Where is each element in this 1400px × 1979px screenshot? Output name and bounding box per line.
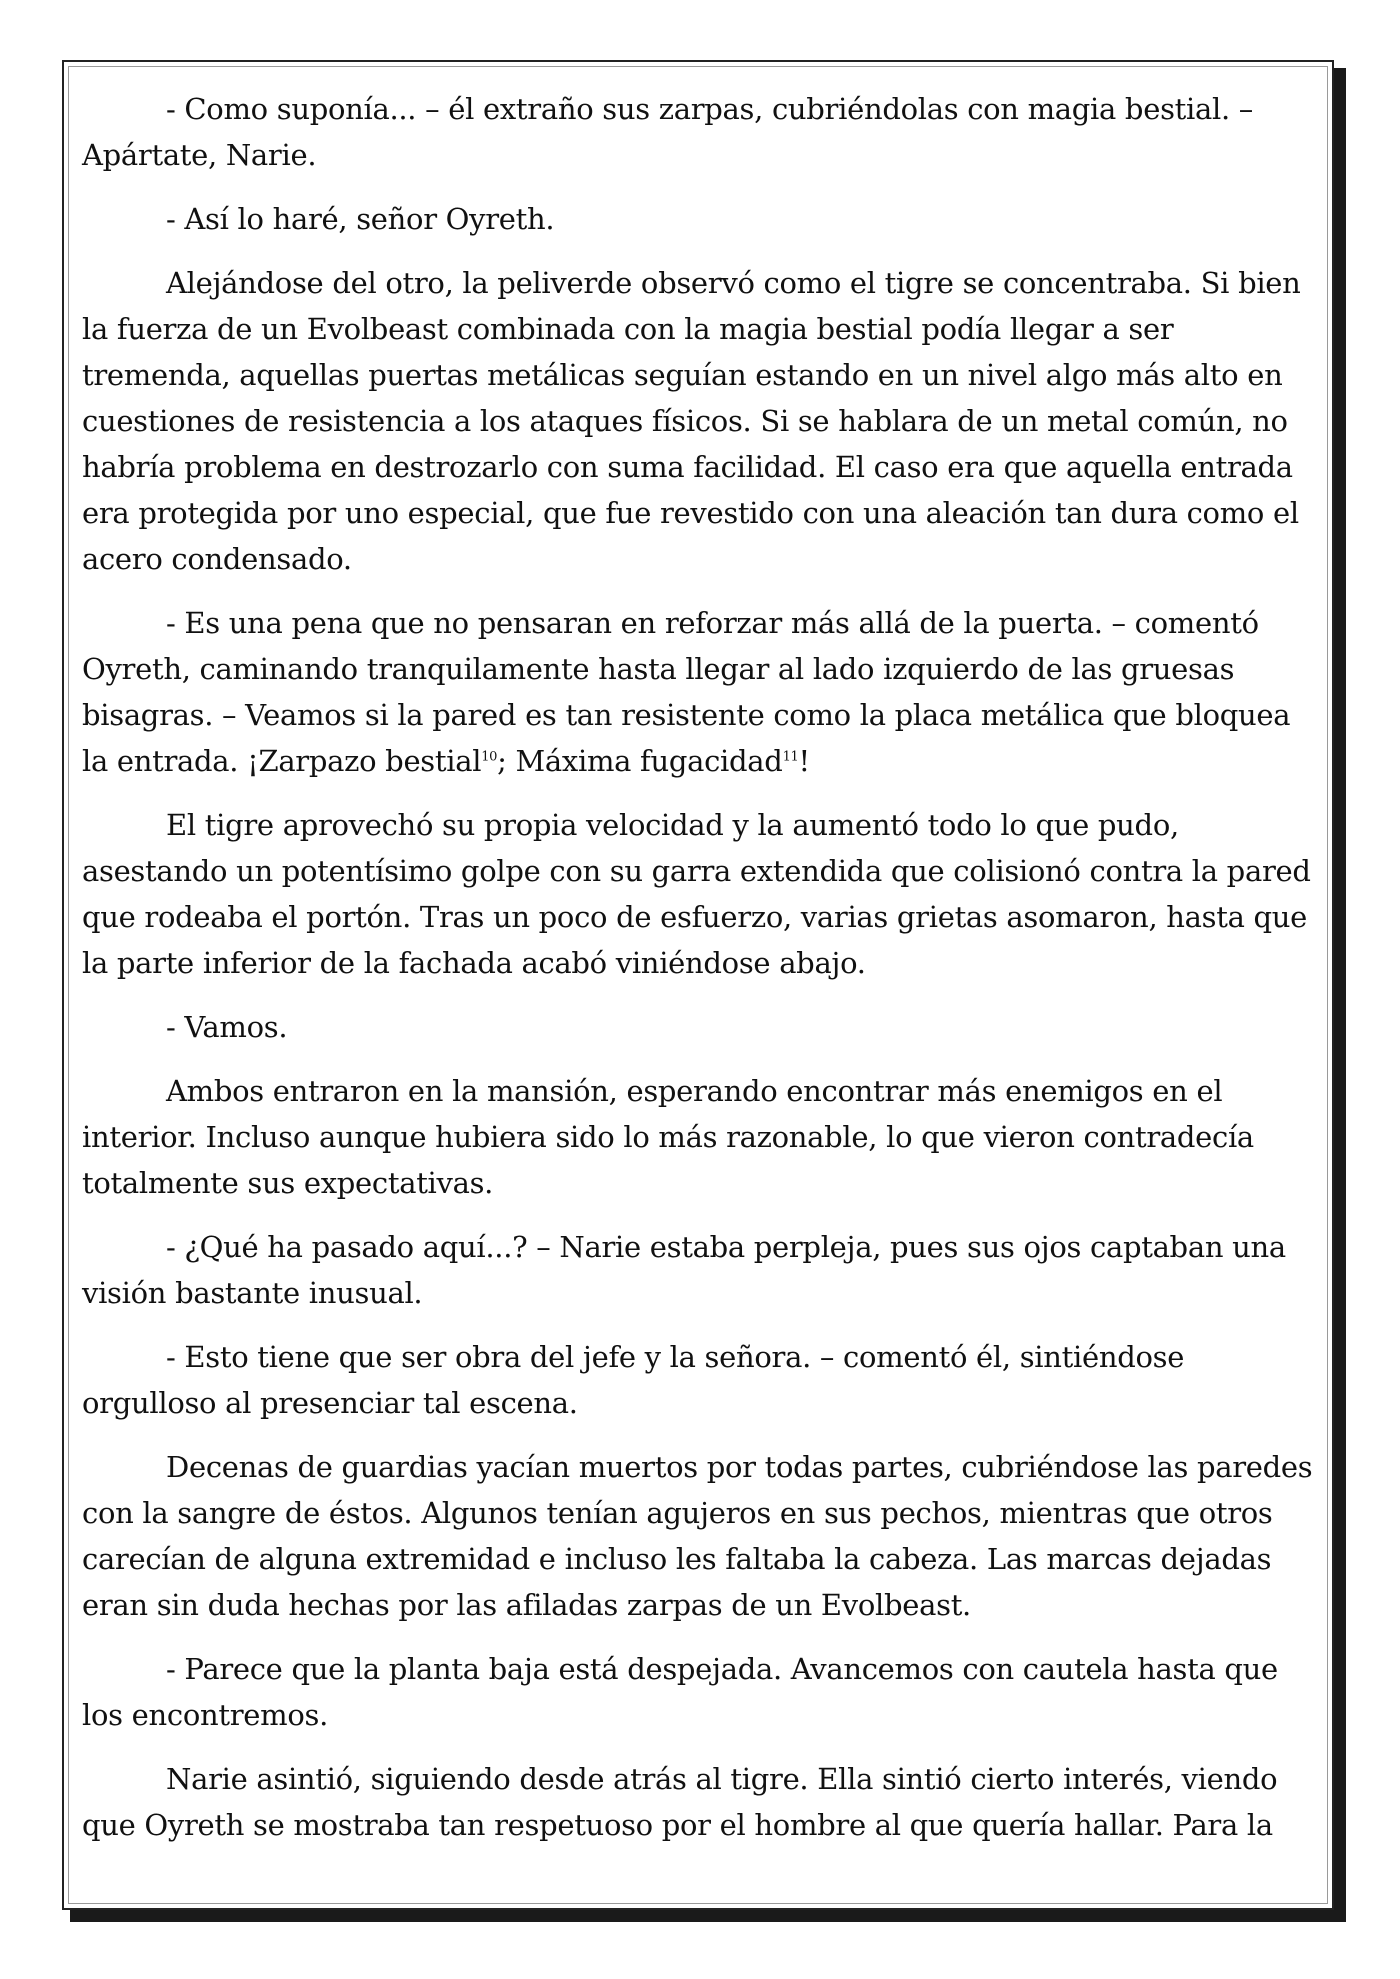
paragraph: - Esto tiene que ser obra del jefe y la señora. – comentó él, sintiéndose orgulloso al presenciar tal escena. xyxy=(82,1340,1185,1420)
paragraph: Narie asintió, siguiendo desde atrás al tigre. Ella sintió cierto interés, viendo que Oyreth se mostraba tan respetuoso por el hombre al que quería hallar. Para la xyxy=(82,1762,1278,1842)
paragraph: - Así lo haré, señor Oyreth. xyxy=(166,202,555,236)
paragraph: El tigre aprovechó su propia velocidad y la aumentó todo lo que pudo, asestando un potentísimo golpe con su garra extendida que colisionó contra la pared que rodeaba el portón. Tras un poco de esfuerzo, varias grietas asomaron, hasta que la parte inferior de la fachada acabó viniéndose abajo. xyxy=(82,808,1311,980)
paragraph-text: - Es una pena que no pensaran en reforzar más allá de la puerta. – comentó Oyreth, caminando tranquilamente hasta llegar al lado izquierdo de las gruesas bisagras. – Veamos si la pared es tan resistente como la placa metálica que bloquea la entrada. ¡Zarpazo bestial xyxy=(82,606,1291,778)
paragraph: - Parece que la planta baja está despejada. Avancemos con cautela hasta que los encontremos. xyxy=(82,1652,1278,1732)
paragraph: - Como suponía... – él extraño sus zarpas, cubriéndolas con magia bestial. – Apártate, Narie. xyxy=(82,92,1253,172)
paragraph: - Vamos. xyxy=(166,1010,288,1044)
paragraph-text: ! xyxy=(798,744,810,778)
paragraph: - ¿Qué ha pasado aquí...? – Narie estaba perpleja, pues sus ojos captaban una visión bastante inusual. xyxy=(82,1230,1286,1310)
paragraph: Decenas de guardias yacían muertos por todas partes, cubriéndose las paredes con la sangre de éstos. Algunos tenían agujeros en sus pechos, mientras que otros carecían de alguna extremidad e incluso les faltaba la cabeza. Las marcas dejadas eran sin duda hechas por las afiladas zarpas de un Evolbeast. xyxy=(82,1450,1313,1622)
paragraph: Alejándose del otro, la peliverde observó como el tigre se concentraba. Si bien la fuerza de un Evolbeast combinada con la magia bestial podía llegar a ser tremenda, aquellas puertas metálicas seguían estando en un nivel algo más alto en cuestiones de resistencia a los ataques físicos. Si se hablara de un metal común, no habría problema en destrozarlo con suma facilidad. El caso era que aquella entrada era protegida por uno especial, que fue revestido con una aleación tan dura como el acero condensado. xyxy=(82,266,1301,576)
paragraph: Ambos entraron en la mansión, esperando encontrar más enemigos en el interior. Incluso aunque hubiera sido lo más razonable, lo que vieron contradecía totalmente sus expectativas. xyxy=(82,1074,1254,1200)
document-body xyxy=(82,86,1318,1866)
paragraph-text: ; Máxima fugacidad xyxy=(497,744,783,778)
footnote-reference[interactable]: 11 xyxy=(782,749,799,765)
footnote-reference[interactable]: 10 xyxy=(481,749,498,765)
paragraph-with-footnotes xyxy=(82,600,1318,784)
